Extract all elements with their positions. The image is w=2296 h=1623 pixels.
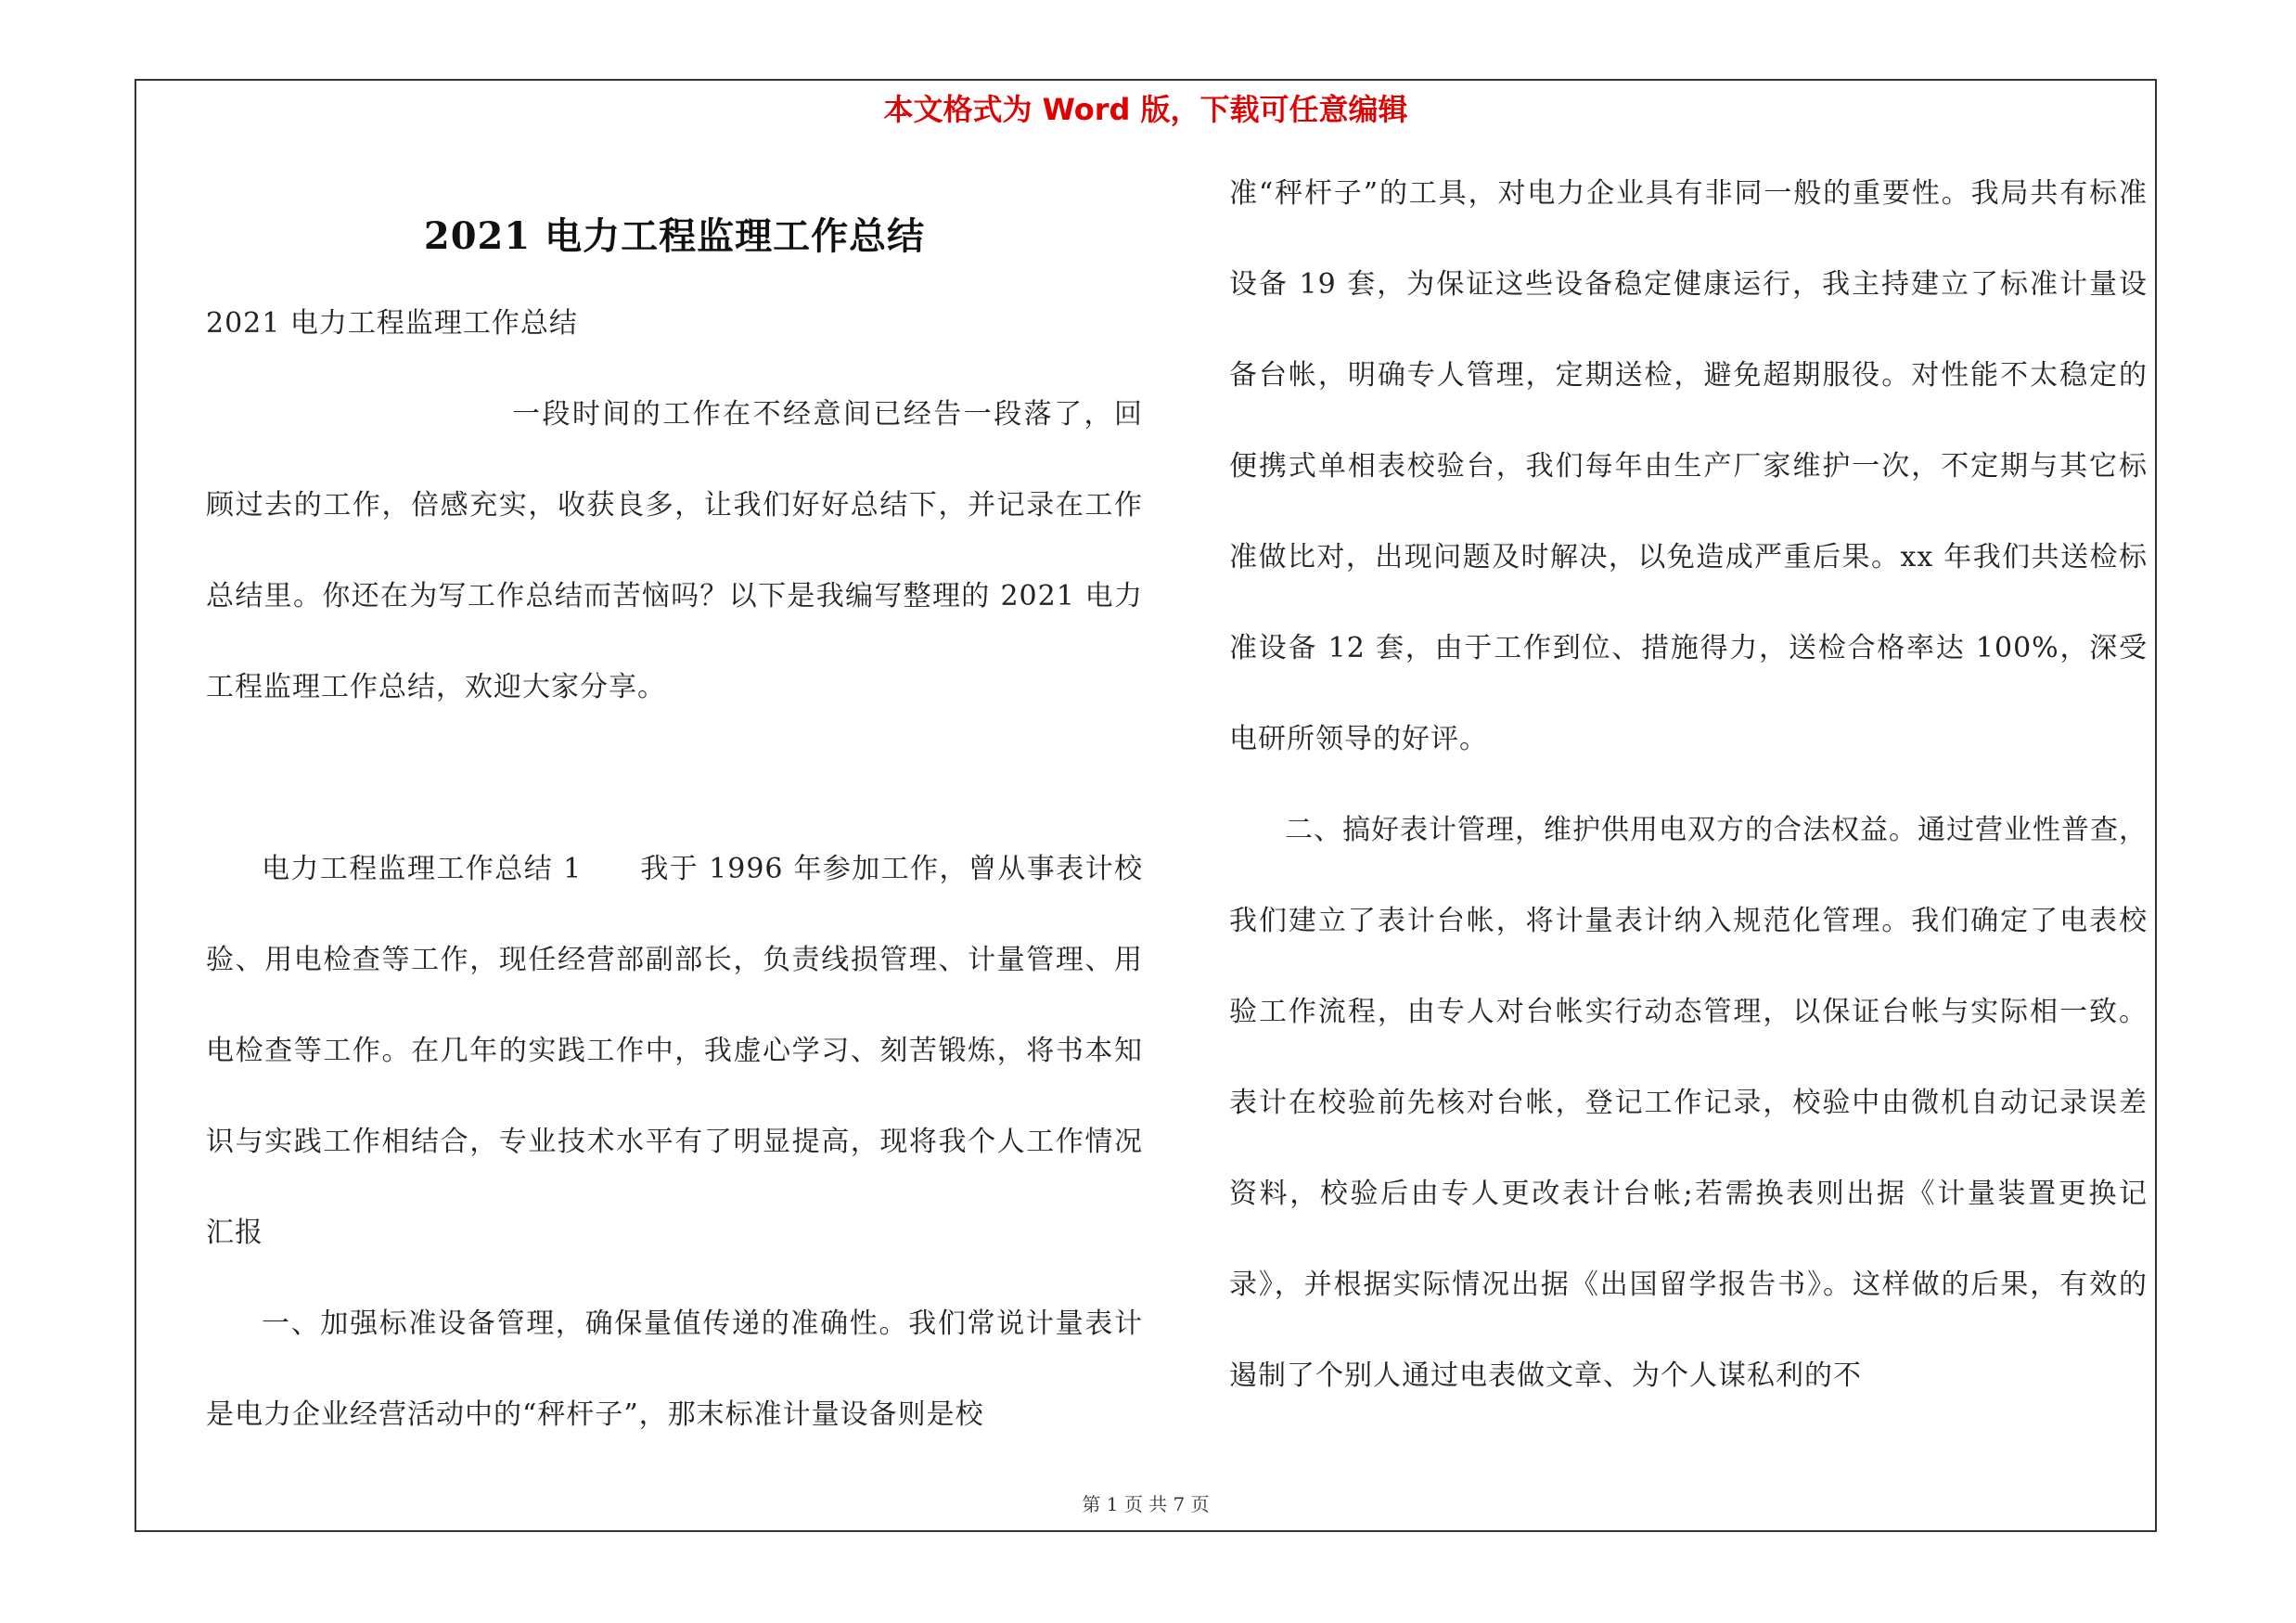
document-subtitle: 2021 电力工程监理工作总结 bbox=[206, 307, 578, 340]
intro-paragraph: 一段时间的工作在不经意间已经告一段落了，回顾过去的工作，倍感充实，收获良多，让我们好好总结下，并记录在工作总结里。你还在为写工作总结而苦恼吗？以下是我编写整理的 2021 电力工程监理工作总结，欢迎大家分享。 bbox=[206, 398, 1143, 703]
section-1-paragraph: 电力工程监理工作总结 1 我于 1996 年参加工作，曾从事表计校验、用电检查等工作，现任经营部副部长，负责线损管理、计量管理、用电检查等工作。在几年的实践工作中，我虚心学习、刻苦锻炼，将书本知识与实践工作相结合，专业技术水平有了明显提高，现将我个人工作情况汇报 bbox=[206, 853, 1143, 1249]
right-column bbox=[1229, 148, 2148, 1422]
point-2-paragraph: 二、搞好表计管理，维护供用电双方的合法权益。通过营业性普查，我们建立了表计台帐，将计量表计纳入规范化管理。我们确定了电表校验工作流程，由专人对台帐实行动态管理，以保证台帐与实际相一致。表计在校验前先核对台帐，登记工作记录，校验中由微机自动记录误差资料，校验后由专人更改表计台帐;若需换表则出据《计量装置更换记录》，并根据实际情况出据《出国留学报告书》。这样做的后果，有效的遏制了个别人通过电表做文章、为个人谋私利的不 bbox=[1229, 814, 2148, 1392]
page-number-footer: 第 1 页 共 7 页 bbox=[1082, 1493, 1210, 1515]
document-title: 2021 电力工程监理工作总结 bbox=[423, 214, 926, 258]
paragraph-spacer bbox=[206, 733, 1143, 824]
point-1-paragraph: 一、加强标准设备管理，确保量值传递的准确性。我们常说计量表计是电力企业经营活动中的“秤杆子”，那末标准计量设备则是校 bbox=[206, 1307, 1143, 1431]
continuation-paragraph: 准“秤杆子”的工具，对电力企业具有非同一般的重要性。我局共有标准设备 19 套，为保证这些设备稳定健康运行，我主持建立了标准计量设备台帐，明确专人管理，定期送检，避免超期服役。对性能不太稳定的便携式单相表校验台，我们每年由生产厂家维护一次，不定期与其它标准做比对，出现问题及时解决，以免造成严重后果。xx 年我们共送检标准设备 12 套，由于工作到位、措施得力，送检合格率达 100%，深受电研所领导的好评。 bbox=[1229, 177, 2148, 755]
left-column bbox=[206, 148, 1143, 1461]
editable-notice-banner: 本文格式为 Word 版，下载可任意编辑 bbox=[883, 92, 1408, 127]
